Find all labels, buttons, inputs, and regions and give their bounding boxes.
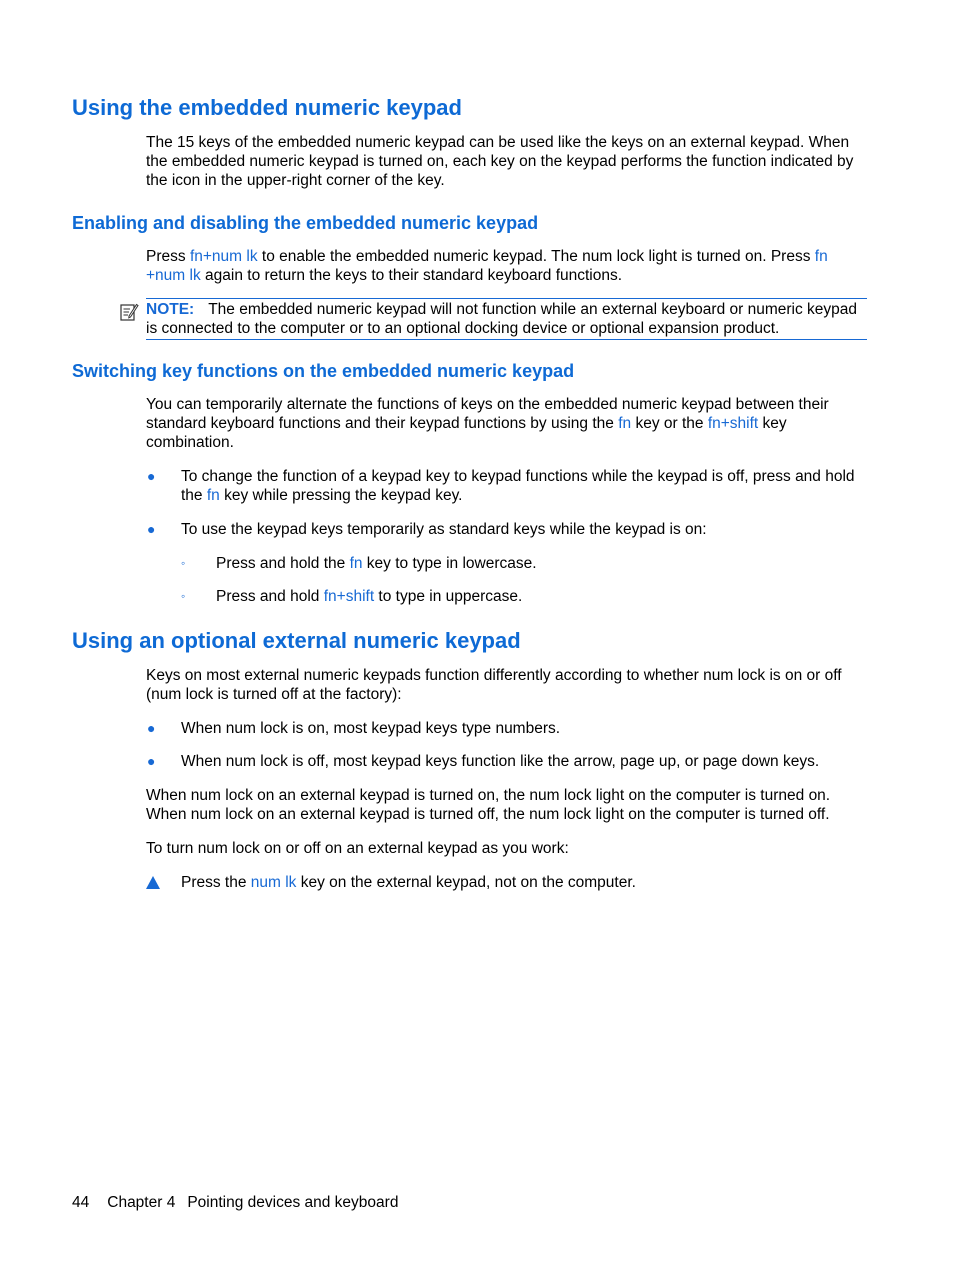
external-p1-line-2: (num lock is turned off at the factory): xyxy=(146,686,402,703)
section-title-embedded-keypad: Using the embedded numeric keypad xyxy=(72,95,462,120)
external-p2-line-2: When num lock on an external keypad is turned off, the num lock light on the computer is turned off. xyxy=(146,806,830,823)
external-paragraph-2 xyxy=(146,786,868,824)
text-fragment: to enable the embedded numeric keypad. The num lock light is turned on. Press xyxy=(257,248,815,265)
sub-list-item xyxy=(216,554,537,573)
text-fragment: the xyxy=(181,487,207,504)
switching-paragraph xyxy=(146,395,868,452)
text-fragment: standard keyboard functions and their keypad functions by using the xyxy=(146,415,619,432)
key-fn: fn xyxy=(814,248,828,265)
intro-line-1: The 15 keys of the embedded numeric keypad can be used like the keys on an external keypad. When xyxy=(146,134,850,151)
page-number: 44 xyxy=(72,1194,90,1211)
external-paragraph-1 xyxy=(146,666,868,704)
bullet1-line-1: To change the function of a keypad key to keypad functions while the keypad is off, press and hold xyxy=(181,468,855,485)
intro-line-3: the icon in the upper-right corner of the key. xyxy=(146,172,445,189)
intro-paragraph xyxy=(146,133,868,190)
text-fragment: Press the xyxy=(181,874,251,891)
text-fragment: Press xyxy=(146,248,190,265)
key-numlk: +num lk xyxy=(146,267,201,284)
text-fragment: key or the xyxy=(631,415,708,432)
text-fragment: again to return the keys to their standard keyboard functions. xyxy=(200,267,623,284)
bullet-dot-icon: ● xyxy=(147,720,156,736)
text-fragment: key on the external keypad, not on the computer. xyxy=(296,874,636,891)
switching-line-3: combination. xyxy=(146,434,234,451)
subsection-title-enabling: Enabling and disabling the embedded numeric keypad xyxy=(72,213,539,233)
bullet1-line-2 xyxy=(181,486,869,505)
external-p1-line-1: Keys on most external numeric keypads function differently according to whether num lock is on or off xyxy=(146,667,842,684)
note-text-line-1: The embedded numeric keypad will not function while an external keyboard or numeric keypad xyxy=(208,301,857,318)
switching-line-2 xyxy=(146,414,868,433)
key-fn-shift: fn+shift xyxy=(323,588,375,605)
step-item xyxy=(181,873,869,892)
footer-chapter-title: Pointing devices and keyboard xyxy=(187,1194,399,1211)
enabling-line-1 xyxy=(146,247,868,266)
enabling-line-2 xyxy=(146,266,868,285)
key-fn-numlk: fn+num lk xyxy=(189,248,258,265)
bullet-dot-icon: ● xyxy=(147,753,156,769)
note-line-2: is connected to the computer or to an optional docking device or optional expansion product. xyxy=(146,320,780,337)
page-footer xyxy=(72,1193,398,1212)
text-fragment: key to type in lowercase. xyxy=(362,555,537,572)
list-item: When num lock is on, most keypad keys type numbers. xyxy=(181,720,561,737)
key-numlk: num lk xyxy=(250,874,297,891)
sub-bullet-circle-icon: ◦ xyxy=(181,589,186,603)
key-fn-shift: fn+shift xyxy=(707,415,759,432)
footer-chapter: Chapter 4 xyxy=(107,1194,176,1211)
text-fragment: Press and hold xyxy=(216,588,324,605)
text-fragment: Press and hold the xyxy=(216,555,350,572)
text-fragment: to type in uppercase. xyxy=(374,588,523,605)
bullet-dot-icon: ● xyxy=(147,468,156,484)
subsection-title-switching: Switching key functions on the embedded numeric keypad xyxy=(72,361,575,381)
list-item: To use the keypad keys temporarily as standard keys while the keypad is on: xyxy=(181,521,707,538)
section-title-external-keypad: Using an optional external numeric keypad xyxy=(72,628,521,653)
list-item: When num lock is off, most keypad keys function like the arrow, page up, or page down keys. xyxy=(181,753,820,770)
key-fn: fn xyxy=(349,555,363,572)
key-fn: fn xyxy=(618,415,632,432)
list-item xyxy=(181,467,869,505)
bullet-dot-icon: ● xyxy=(147,521,156,537)
note-line-1 xyxy=(146,300,868,319)
note-label: NOTE: xyxy=(146,301,195,318)
external-p2-line-1: When num lock on an external keypad is turned on, the num lock light on the computer is turned on. xyxy=(146,787,831,804)
sub-bullet-circle-icon: ◦ xyxy=(181,556,186,570)
sub-list-item xyxy=(216,587,522,606)
note-text xyxy=(146,300,868,338)
step-triangle-icon xyxy=(146,876,160,889)
external-paragraph-3: To turn num lock on or off on an external keypad as you work: xyxy=(146,840,569,857)
intro-line-2: the embedded numeric keypad is turned on, each key on the keypad performs the function indicated by xyxy=(146,153,854,170)
switching-line-1: You can temporarily alternate the functions of keys on the embedded numeric keypad between their xyxy=(146,396,829,413)
key-fn: fn xyxy=(206,487,220,504)
note-pencil-icon xyxy=(119,302,139,322)
text-fragment: key while pressing the keypad key. xyxy=(219,487,463,504)
enabling-paragraph xyxy=(146,247,868,285)
text-fragment: key xyxy=(758,415,787,432)
